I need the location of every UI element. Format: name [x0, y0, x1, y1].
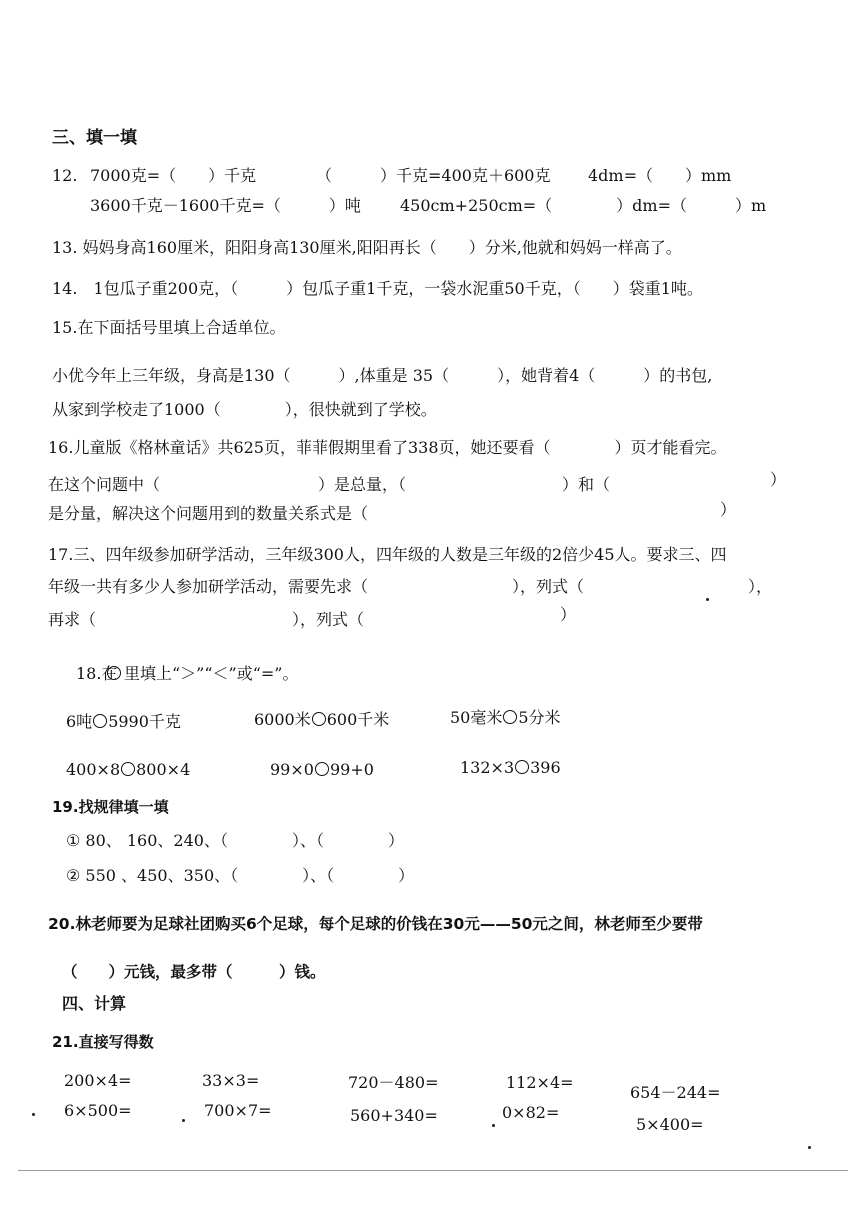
q13-text: 13. 妈妈身高160厘米，阳阳身高130厘米,阳阳再长（ ）分米,他就和妈妈一样高了。: [52, 238, 682, 257]
q17-line-2-b: ），列式（: [512, 577, 585, 596]
q16-line-2-b: ）是总量，（: [318, 475, 407, 494]
q16-line-1: 16.儿童版《格林童话》共625页，菲菲假期里看了338页，她还要看（ ）页才能看完。: [48, 438, 727, 457]
q18-item: [66, 760, 190, 780]
scan-speck: [808, 1146, 811, 1149]
q17-line-3-a: 再求（: [48, 610, 97, 629]
q15-title: 15.在下面括号里填上合适单位。: [52, 318, 286, 337]
q17-line-2-c: ），: [748, 577, 773, 596]
section-3-title: 三、填一填: [52, 128, 137, 148]
q18-item: [450, 708, 561, 728]
q18-title-b: 里填上“＞”“＜”或“=”。: [124, 664, 299, 683]
calc-item: 5×400=: [636, 1115, 704, 1134]
q19-line-1: ① 80、 160、240、（ ）、（ ）: [66, 831, 404, 850]
q12-number: 12.: [52, 166, 78, 185]
q18-title-a: 18.在: [76, 664, 118, 683]
q15-line-2: 从家到学校走了1000（ ），很快就到了学校。: [52, 400, 437, 419]
compare-circle-icon: [312, 712, 326, 726]
calc-item: 200×4=: [64, 1071, 132, 1090]
q18-item-left: 99×0: [270, 760, 314, 779]
compare-circle-icon: [315, 762, 329, 776]
q18-item: [270, 760, 374, 780]
compare-circle-icon: [121, 762, 135, 776]
q21-title: 21.直接写得数: [52, 1033, 154, 1051]
bottom-rule: [18, 1170, 848, 1171]
q18-item-right: 600千米: [326, 710, 390, 729]
q12-item-c: 4dm=（ ）mm: [588, 166, 732, 185]
q17-line-3-b: ），列式（: [292, 610, 365, 629]
q12-item-b: （ ）千克=400克＋600克: [316, 166, 551, 185]
q20-line-2: （ ）元钱，最多带（ ）钱。: [62, 963, 326, 981]
q17-line-2-a: 年级一共有多少人参加研学活动，需要先求（: [48, 577, 369, 596]
q18-item-right: 5分米: [518, 708, 561, 727]
q19-line-2: ② 550 、450、350、（ ）、（ ）: [66, 866, 415, 885]
scan-speck: [492, 1124, 495, 1127]
q12-item-e: 450cm+250cm=（ ）dm=（ ）m: [400, 196, 767, 215]
q16-line-3-b: ）: [720, 500, 737, 519]
q18-item-right: 5990千克: [108, 712, 181, 731]
scan-speck: [182, 1119, 185, 1122]
q18-item-right: 99+0: [329, 760, 374, 779]
q15-line-1: 小优今年上三年级，身高是130（ ）,体重是 35（ ），她背着4（ ）的书包,: [52, 366, 713, 385]
q16-line-2-a: 在这个问题中（: [48, 475, 161, 494]
calc-item: 112×4=: [506, 1073, 574, 1092]
calc-item: 0×82=: [502, 1103, 560, 1122]
q18-item-right: 396: [530, 758, 561, 777]
q18-item-left: 400×8: [66, 760, 121, 779]
q18-item-left: 6000米: [254, 710, 311, 729]
q18-item: [66, 712, 181, 732]
q18-item-left: 132×3: [460, 758, 515, 777]
section-4-title: 四、计算: [62, 994, 127, 1013]
q18-item: [460, 758, 561, 778]
compare-circle-icon: [93, 714, 107, 728]
compare-circle-icon: [515, 760, 529, 774]
q16-line-2-d: ）: [770, 470, 787, 489]
q18-item: [254, 710, 389, 730]
scan-speck: [706, 598, 709, 601]
q16-line-3-a: 是分量，解决这个问题用到的数量关系式是（: [48, 504, 369, 523]
q18-item-right: 800×4: [136, 760, 191, 779]
calc-item: 6×500=: [64, 1101, 132, 1120]
calc-item: 654－244=: [630, 1083, 721, 1102]
q12-item-d: 3600千克－1600千克=（ ）吨: [90, 196, 361, 215]
q20-line-1: 20.林老师要为足球社团购买6个足球，每个足球的价钱在30元——50元之间，林老师至少要带: [48, 915, 703, 933]
calc-item: 33×3=: [202, 1071, 260, 1090]
calc-item: 720－480=: [348, 1073, 439, 1092]
q14-text: 14. 1包瓜子重200克，（ ）包瓜子重1千克，一袋水泥重50千克，（ ）袋重1吨。: [52, 279, 703, 298]
q17-line-1: 17.三、四年级参加研学活动，三年级300人，四年级的人数是三年级的2倍少45人。要求三、四: [48, 545, 727, 564]
q12-item-a: 7000克=（ ）千克: [90, 166, 257, 185]
calc-item: 560+340=: [350, 1106, 438, 1125]
calc-item: 700×7=: [204, 1101, 272, 1120]
q18-item-left: 6吨: [66, 712, 93, 731]
compare-circle-icon: [503, 710, 517, 724]
q19-title: 19.找规律填一填: [52, 798, 169, 816]
compare-circle-icon: [107, 666, 121, 680]
q16-line-2-c: ）和（: [562, 475, 611, 494]
q17-line-3-c: ）: [560, 605, 577, 624]
scan-speck: [32, 1113, 35, 1116]
q18-item-left: 50毫米: [450, 708, 503, 727]
